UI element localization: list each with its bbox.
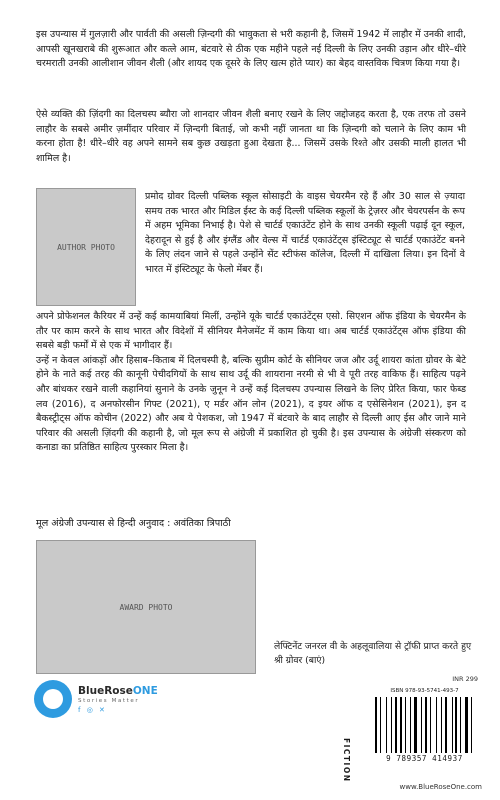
barcode-bar bbox=[400, 697, 403, 753]
barcode-bar bbox=[412, 697, 413, 753]
publisher-website: www.BlueRoseOne.com bbox=[399, 783, 482, 791]
barcode-bar bbox=[388, 697, 390, 753]
barcode-bar bbox=[398, 697, 399, 753]
barcode-bar bbox=[414, 697, 417, 753]
barcode-bar bbox=[469, 697, 470, 753]
barcode-bar bbox=[425, 697, 427, 753]
barcode-bar bbox=[418, 697, 420, 753]
author-bio-paragraph: प्रमोद ग्रोवर दिल्ली पब्लिक स्कूल सोसाइटी के वाइस चेयरमैन रहे हैं और 30 साल से ज़्यादा समय तक भारत और मिडिल ईस्ट के कई दिल्ली पब्लिक स्कूलों के ट्रेज़रर और चेयरपर्सन के रूप में अहम भूमिका निभाई है। पेशे से चार्टर्ड एकाउंटेंट होने के साथ उनकी स्कूली पढ़ाई दून स्कूल, देहरादून से हुई है और इंग्लैंड और वेल्स में चार्टर्ड एकाउंटेंट्स इंस्टिट्यूट से चार्टर्ड एकाउंटेंट बनने के लिए लंदन जाने से पहले उन्होंने सेंट स्टीफंस कॉलेज, दिल्ली में दाखिला लिया। इन दिनों वे भारत में इंस्टिट्यूट के फेलो मेंबर हैं। bbox=[145, 191, 465, 275]
career-paragraph: अपने प्रोफेशनल कैरियर में उन्हें कई कामयाबियां मिलीं, उन्होंने यूके चार्टर्ड एकाउंटेंट्स एसो. सिएशन ऑफ इंडिया के चेयरमैन के तौर पर काम करने के साथ भारत और विदेशों में सीनियर मैनेजमेंट में काम किया था। अब चार्टर्ड एकाउंटेंट्स ऑफ इंडिया की सबसे बड़ी फर्मों में से एक में भागीदार हैं। bbox=[36, 311, 466, 352]
publisher-name-suffix: ONE bbox=[132, 684, 158, 697]
barcode-bar bbox=[386, 697, 387, 753]
publisher-logo bbox=[34, 680, 158, 718]
barcode-bar bbox=[378, 697, 379, 753]
publisher-name-main: BlueRose bbox=[78, 684, 133, 697]
publisher-name bbox=[78, 685, 158, 697]
barcode-bar bbox=[395, 697, 397, 753]
award-photo-label: AWARD PHOTO bbox=[119, 602, 173, 612]
barcode-bar bbox=[453, 697, 454, 753]
barcode-bar bbox=[465, 697, 468, 753]
barcode-bar bbox=[403, 697, 404, 753]
barcode-bar bbox=[421, 697, 422, 753]
barcode-bar bbox=[375, 697, 377, 753]
barcode-bar bbox=[393, 697, 394, 753]
barcode-bar bbox=[430, 697, 431, 753]
interests-paragraph: उन्हें न केवल आंकड़ों और हिसाब–किताब में दिलचस्पी है, बल्कि सुप्रीम कोर्ट के सीनियर जज और उर्दू शायरा कांता ग्रोवर के बेटे होने के नाते कई तरह की कानूनी पेचीदगियों के साथ साथ उर्दू की शायराना नरमी से भी वे पूरी तरह वाकिफ हैं। साहित्य पढ़ने और बांधकर रखने वाली कहानियां सुनाने के उनके जुनून ने उन्हें कई दिलचस्प उपन्यास लिखने के लिए प्रेरित किया, फार फेब्ड लव (2016), द अनफोरसीन गिफ्ट (2021), ए मर्डर ऑन लोन (2021), द इयर ऑफ द एसेसिनेशन (2021), इन द बैकस्ट्रीट्स ऑफ कोचीन (2022) और अब ये पेशकश, जो 1947 में बंटवारे के बाद लाहौर से दिल्ली आए ईस और जाने माने परिवार की असली ज़िंदगी की कहानी है, जो मूल रूप से अंग्रेजी में प्रकाशित हो चुकी है। इस उपन्यास के अंग्रेजी संस्करण को कनाडा का प्रतिष्ठित साहित्य पुरस्कार मिला है। bbox=[36, 354, 466, 454]
barcode-bars bbox=[375, 697, 475, 753]
barcode-bar bbox=[432, 697, 435, 753]
award-photo bbox=[36, 540, 256, 674]
author-career-section bbox=[36, 310, 466, 456]
isbn-label: ISBN 978-93-5741-493-7 bbox=[390, 688, 459, 694]
social-icons: f ◎ ✕ bbox=[78, 705, 107, 714]
barcode-bar bbox=[423, 697, 424, 753]
barcode-bar bbox=[445, 697, 447, 753]
barcode-bar bbox=[462, 697, 464, 753]
barcode-bar bbox=[438, 697, 440, 753]
barcode-bar bbox=[443, 697, 444, 753]
barcode bbox=[367, 688, 482, 776]
barcode-bar bbox=[448, 697, 451, 753]
publisher-tagline: Stories Matter bbox=[78, 697, 140, 704]
barcode-bar bbox=[436, 697, 437, 753]
category-label: FICTION bbox=[342, 738, 351, 783]
publisher-logo-icon bbox=[34, 680, 72, 718]
barcode-bar bbox=[458, 697, 459, 753]
barcode-bar bbox=[471, 697, 472, 753]
barcode-bar bbox=[382, 697, 385, 753]
author-portrait-photo bbox=[36, 188, 136, 306]
barcode-bar bbox=[407, 697, 409, 753]
barcode-bar bbox=[391, 697, 392, 753]
translator-credit: मूल अंग्रेजी उपन्यास से हिन्दी अनुवाद : अवंतिका त्रिपाठी bbox=[36, 518, 231, 529]
author-portrait-label: AUTHOR PHOTO bbox=[57, 242, 115, 252]
barcode-bar bbox=[405, 697, 406, 753]
barcode-bar bbox=[441, 697, 442, 753]
barcode-bar bbox=[473, 697, 475, 753]
award-photo-caption: लेफ्टिनेंट जनरल वी के अहलूवालिया से ट्रॉफी प्राप्त करते हुए श्री ग्रोवर (बाएं) bbox=[274, 641, 472, 666]
barcode-bar bbox=[452, 697, 453, 753]
barcode-bar bbox=[455, 697, 457, 753]
barcode-bar bbox=[460, 697, 461, 753]
blurb-paragraph-1: इस उपन्यास में गुलज़ारी और पार्वती की असली ज़िन्दगी की भावुकता से भरी कहानी है, जिसमें 1942 में लाहौर में उनकी शादी, आपसी खूनखराबे की शुरूआत और कत्ले आम, बंटवारे से ठीक एक महीने पहले नई दिल्ली के लिए उनकी उड़ान और धीरे–धीरे चरमराती उनकी आलीशान जीवन शैली (और शायद एक दूसरे के लिए खत्म होते प्यार) का बेहद वास्तविक चित्रण किया गया है। bbox=[36, 29, 466, 70]
isbn-digits: 9 789357 414937 bbox=[386, 754, 463, 763]
barcode-bar bbox=[428, 697, 429, 753]
price-label: INR 299 bbox=[452, 675, 478, 683]
barcode-bar bbox=[380, 697, 381, 753]
barcode-bar bbox=[410, 697, 411, 753]
blurb-paragraph-2: ऐसे व्यक्ति की ज़िंदगी का दिलचस्प ब्यौरा जो शानदार जीवन शैली बनाए रखने के लिए जद्दोजहद करता है, एक तरफ तो उसने लाहौर के सबसे अमीर ज़मींदार परिवार में ज़िन्दगी बिताई, जो कभी नहीं जानता था कि ज़िन्दगी को चलाने के लिए काम भी करना होता है! धीरे–धीरे वह अपने सामने सब कुछ उखड़ता हुआ देखता है... जिसमें उसके रिश्ते और उसकी माली हालत भी शामिल है। bbox=[36, 109, 466, 164]
